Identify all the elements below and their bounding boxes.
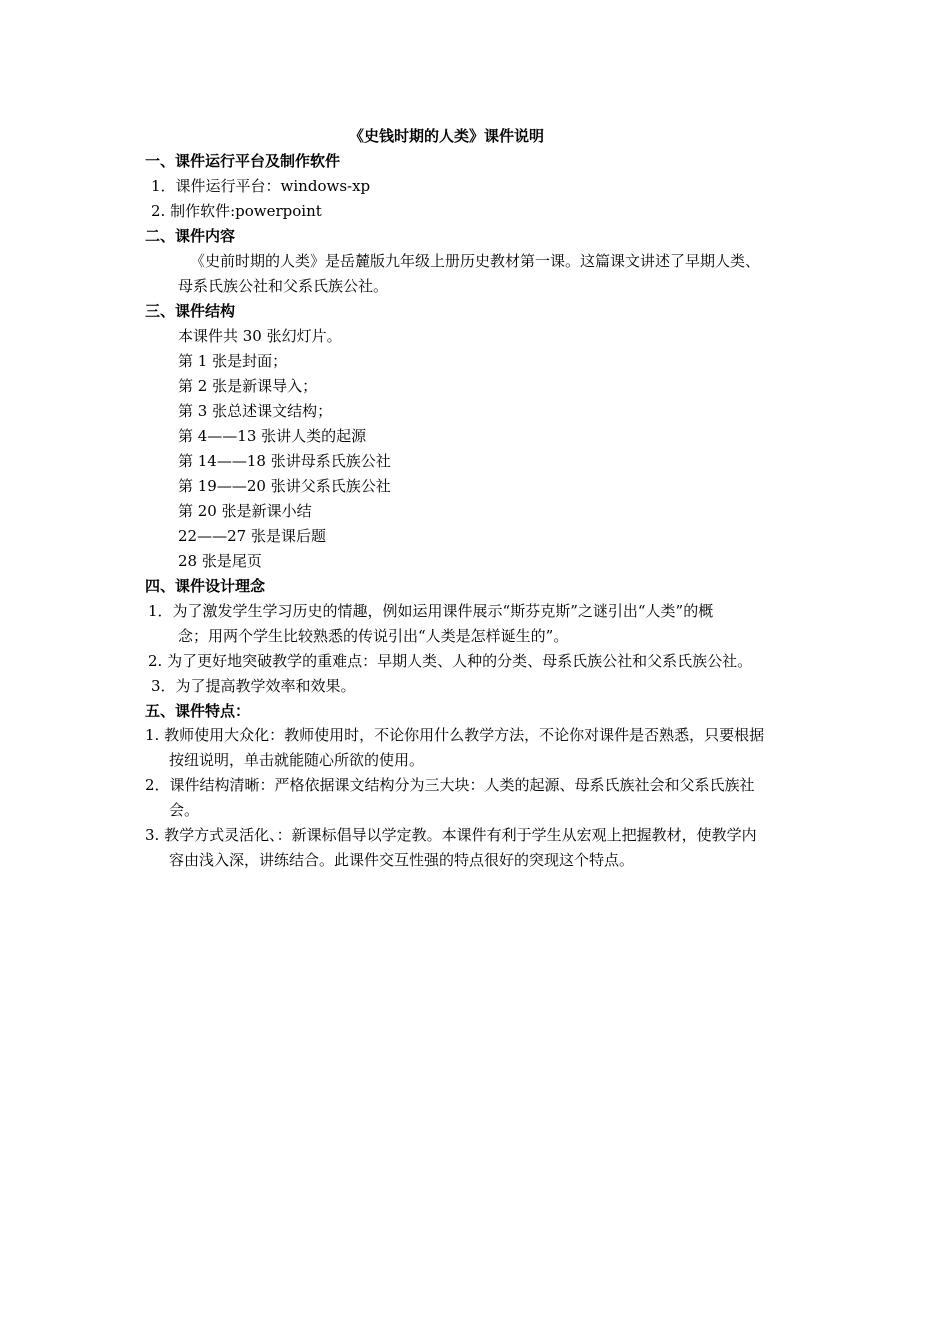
s3-line: 第 2 张是新课导入； xyxy=(178,377,318,395)
s3-line: 第 4——13 张讲人类的起源 xyxy=(178,427,367,445)
s1-item-1: 1．课件运行平台：windows-xp xyxy=(151,177,371,195)
s4-item-1-line-2: 念；用两个学生比较熟悉的传说引出“人类是怎样诞生的”。 xyxy=(178,627,569,645)
s5-item-3-line-1: 3. 教学方式灵活化、：新课标倡导以学定教。本课件有利于学生从宏观上把握教材，使教学内 xyxy=(145,826,757,844)
s3-line: 第 20 张是新课小结 xyxy=(178,502,312,520)
s4-item-3: 3．为了提高教学效率和效果。 xyxy=(151,677,356,695)
section-1-heading: 一、课件运行平台及制作软件 xyxy=(145,152,341,170)
s3-line: 28 张是尾页 xyxy=(178,552,262,570)
s5-item-3-line-2: 容由浅入深，讲练结合。此课件交互性强的特点很好的突现这个特点。 xyxy=(169,851,635,869)
s2-paragraph-line-2: 母系氏族公社和父系氏族公社。 xyxy=(178,277,389,295)
s3-line: 第 14——18 张讲母系氏族公社 xyxy=(178,452,391,470)
section-5-heading: 五、课件特点： xyxy=(145,702,251,720)
s3-line: 第 1 张是封面； xyxy=(178,352,288,370)
s4-item-2: 2. 为了更好地突破教学的重难点：早期人类、人种的分类、母系氏族公社和父系氏族公社。 xyxy=(148,652,753,670)
section-4-heading: 四、课件设计理念 xyxy=(145,577,266,595)
s3-line: 22——27 张是课后题 xyxy=(178,527,326,545)
s5-item-1-line-2: 按纽说明，单击就能随心所欲的使用。 xyxy=(169,751,425,769)
s3-line: 第 19——20 张讲父系氏族公社 xyxy=(178,477,391,495)
s4-item-1-line-1: 1．为了激发学生学习历史的情趣，例如运用课件展示“斯芬克斯”之谜引出“人类”的概 xyxy=(148,602,714,620)
s5-item-2-line-2: 会。 xyxy=(169,801,200,819)
s1-item-2: 2. 制作软件:powerpoint xyxy=(151,202,322,220)
document-title: 《史钱时期的人类》课件说明 xyxy=(349,127,545,145)
s5-item-1-line-1: 1. 教师使用大众化：教师使用时，不论你用什么教学方法，不论你对课件是否熟悉，只要根据 xyxy=(145,726,765,744)
s3-line: 第 3 张总述课文结构； xyxy=(178,402,333,420)
section-3-heading: 三、课件结构 xyxy=(145,302,236,320)
section-2-heading: 二、课件内容 xyxy=(145,227,236,245)
s2-paragraph-line-1: 《史前时期的人类》是岳麓版九年级上册历史教材第一课。这篇课文讲述了早期人类、 xyxy=(190,252,761,270)
s5-item-2-line-1: 2．课件结构清晰：严格依据课文结构分为三大块：人类的起源、母系氏族社会和父系氏族社 xyxy=(145,776,755,794)
s3-line: 本课件共 30 张幻灯片。 xyxy=(178,327,342,345)
